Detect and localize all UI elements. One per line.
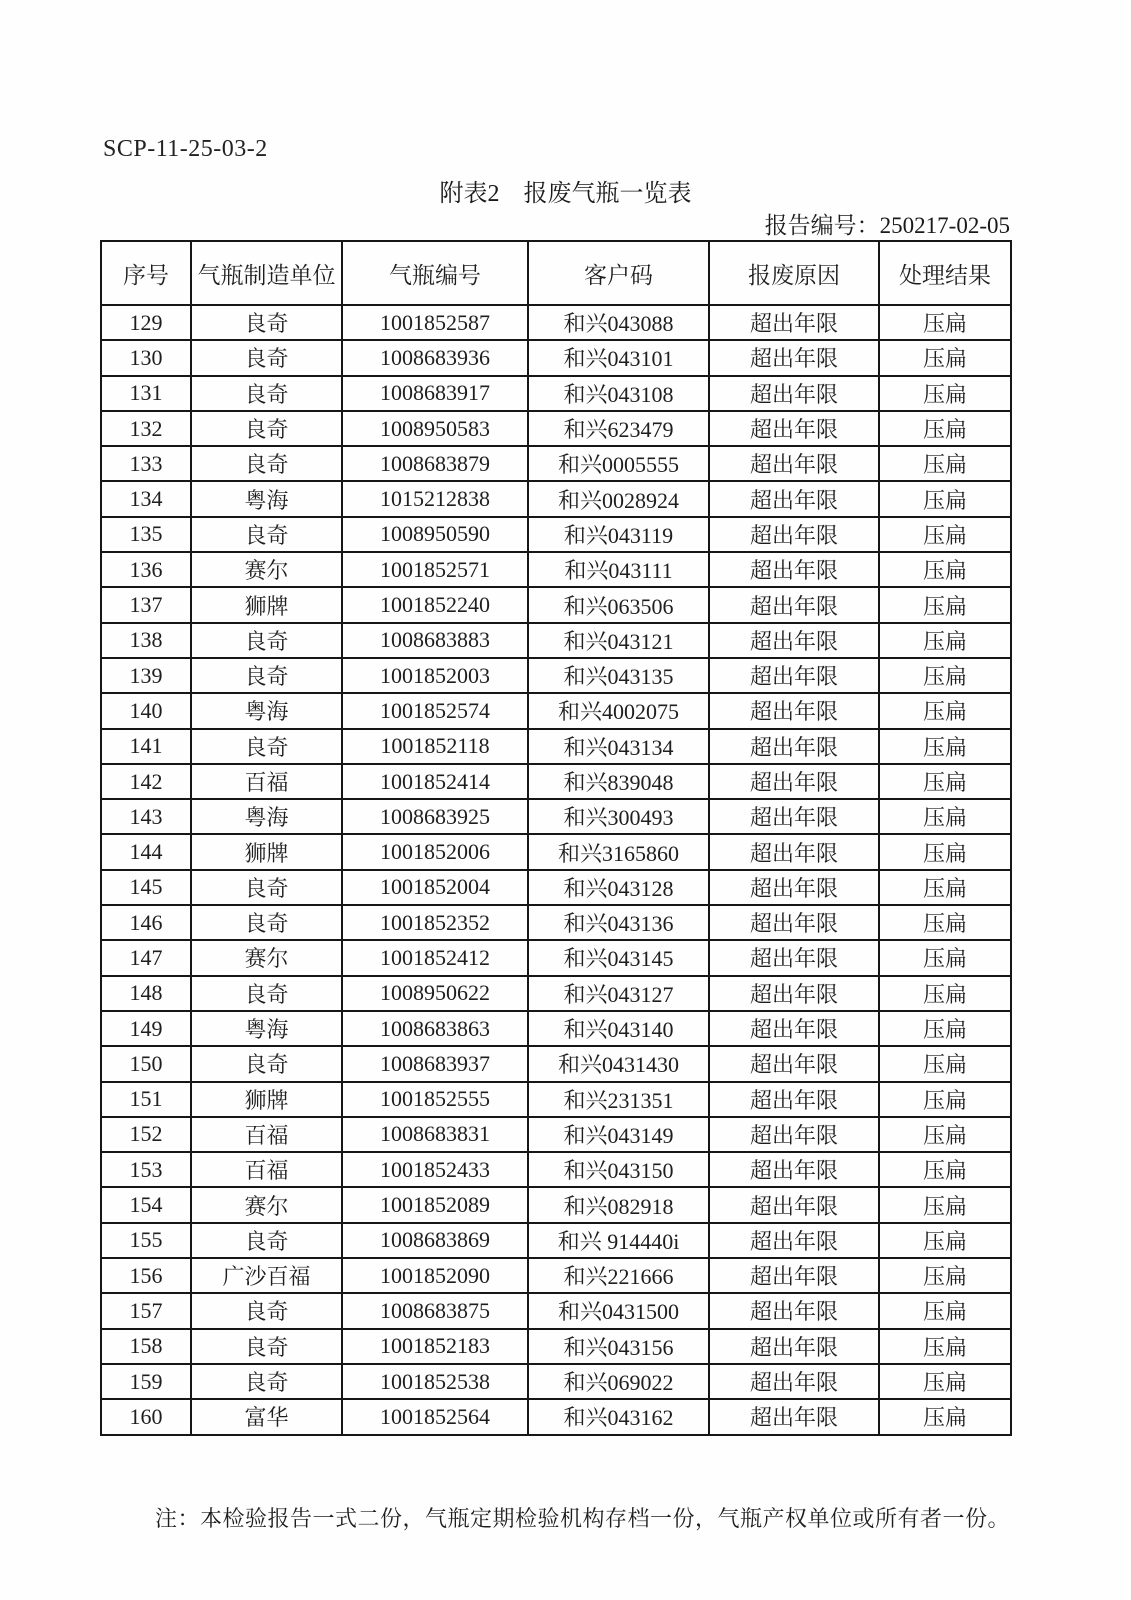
table-cell: 149 [101,1011,191,1046]
table-cell: 超出年限 [709,870,879,905]
table-row [101,799,1011,834]
table-header-row [101,241,1011,305]
table-cell: 赛尔 [191,1187,342,1222]
table-cell: 1008683863 [342,1011,528,1046]
table-row [101,1293,1011,1328]
table-cell: 1001852006 [342,834,528,869]
table-cell: 1008683917 [342,376,528,411]
table-row [101,658,1011,693]
table-cell: 良奇 [191,1046,342,1081]
table-cell: 和兴043149 [528,1117,709,1152]
table-cell: 超出年限 [709,1223,879,1258]
table-cell: 和兴063506 [528,587,709,622]
table-row [101,340,1011,375]
table-cell: 压扁 [879,1046,1011,1081]
table-cell: 超出年限 [709,1046,879,1081]
table-row [101,1082,1011,1117]
table-cell: 粤海 [191,693,342,728]
table-row [101,1046,1011,1081]
table-row [101,481,1011,516]
table-cell: 和兴069022 [528,1364,709,1399]
table-cell: 1008683883 [342,623,528,658]
table-cell: 和兴043127 [528,976,709,1011]
table-cell: 良奇 [191,623,342,658]
table-cell: 和兴082918 [528,1187,709,1222]
table-cell: 超出年限 [709,1293,879,1328]
table-row [101,729,1011,764]
table-cell: 和兴0028924 [528,481,709,516]
table-cell: 超出年限 [709,1082,879,1117]
table-row [101,446,1011,481]
table-cell: 超出年限 [709,552,879,587]
table-cell: 压扁 [879,870,1011,905]
table-cell: 137 [101,587,191,622]
table-cell: 和兴043140 [528,1011,709,1046]
table-cell: 159 [101,1364,191,1399]
table-cell: 133 [101,446,191,481]
table-cell: 压扁 [879,1187,1011,1222]
table-cell: 压扁 [879,905,1011,940]
table-row [101,552,1011,587]
table-cell: 超出年限 [709,305,879,340]
table-cell: 良奇 [191,446,342,481]
table-cell: 148 [101,976,191,1011]
table-cell: 压扁 [879,340,1011,375]
table-cell: 156 [101,1258,191,1293]
table-cell: 压扁 [879,552,1011,587]
table-cell: 超出年限 [709,587,879,622]
table-cell: 超出年限 [709,799,879,834]
table-cell: 151 [101,1082,191,1117]
table-row [101,1399,1011,1434]
table-cell: 154 [101,1187,191,1222]
table-cell: 压扁 [879,517,1011,552]
table-cell: 超出年限 [709,1187,879,1222]
table-cell: 155 [101,1223,191,1258]
table-cell: 压扁 [879,587,1011,622]
table-cell: 超出年限 [709,764,879,799]
table-cell: 1008683875 [342,1293,528,1328]
table-cell: 粤海 [191,799,342,834]
table-cell: 和兴839048 [528,764,709,799]
table-cell: 超出年限 [709,940,879,975]
column-header: 处理结果 [879,241,1011,305]
table-cell: 1008683925 [342,799,528,834]
table-row [101,1152,1011,1187]
table-cell: 129 [101,305,191,340]
table-cell: 压扁 [879,764,1011,799]
table-cell: 1008683879 [342,446,528,481]
doc-code: SCP-11-25-03-2 [103,136,268,162]
table-cell: 超出年限 [709,1258,879,1293]
table-cell: 超出年限 [709,1117,879,1152]
table-cell: 压扁 [879,305,1011,340]
table-row [101,376,1011,411]
table-cell: 和兴043136 [528,905,709,940]
table-cell: 超出年限 [709,729,879,764]
table-cell: 良奇 [191,305,342,340]
table-cell: 和兴043150 [528,1152,709,1187]
table-cell: 压扁 [879,1329,1011,1364]
table-cell: 1008950590 [342,517,528,552]
table-row [101,764,1011,799]
table-cell: 良奇 [191,1223,342,1258]
table-cell: 和兴3165860 [528,834,709,869]
table-cell: 广沙百福 [191,1258,342,1293]
report-number-label: 报告编号： [764,213,880,238]
table-cell: 超出年限 [709,834,879,869]
table-cell: 1001852352 [342,905,528,940]
table-row [101,693,1011,728]
table-row [101,1364,1011,1399]
report-number-value: 250217-02-05 [879,213,1010,238]
table-cell: 赛尔 [191,940,342,975]
table-row [101,1258,1011,1293]
table-cell: 141 [101,729,191,764]
table-cell: 1001852118 [342,729,528,764]
table-cell: 压扁 [879,1258,1011,1293]
table-row [101,305,1011,340]
table-cell: 粤海 [191,481,342,516]
table-cell: 1008683936 [342,340,528,375]
footnote: 注：本检验报告一式二份，气瓶定期检验机构存档一份，气瓶产权单位或所有者一份。 [155,1506,1011,1531]
table-cell: 超出年限 [709,376,879,411]
table-cell: 超出年限 [709,1152,879,1187]
table-cell: 良奇 [191,976,342,1011]
table-cell: 超出年限 [709,1011,879,1046]
table-cell: 和兴4002075 [528,693,709,728]
table-cell: 144 [101,834,191,869]
table-cell: 良奇 [191,1364,342,1399]
table-row [101,1329,1011,1364]
table-cell: 150 [101,1046,191,1081]
table-cell: 超出年限 [709,1329,879,1364]
table-cell: 压扁 [879,834,1011,869]
table-cell: 和兴043128 [528,870,709,905]
table-cell: 1001852433 [342,1152,528,1187]
table-cell: 压扁 [879,1082,1011,1117]
table-cell: 和兴043156 [528,1329,709,1364]
table-cell: 130 [101,340,191,375]
table-row [101,411,1011,446]
table-row [101,976,1011,1011]
table-cell: 压扁 [879,658,1011,693]
table-cell: 良奇 [191,870,342,905]
table-cell: 压扁 [879,729,1011,764]
table-cell: 132 [101,411,191,446]
table-cell: 147 [101,940,191,975]
table-cell: 良奇 [191,340,342,375]
table-cell: 134 [101,481,191,516]
table-cell: 粤海 [191,1011,342,1046]
table-cell: 良奇 [191,517,342,552]
table-cell: 1001852538 [342,1364,528,1399]
table-cell: 152 [101,1117,191,1152]
table-cell: 和兴043119 [528,517,709,552]
table-cell: 良奇 [191,411,342,446]
table-cell: 超出年限 [709,340,879,375]
table-row [101,1011,1011,1046]
table-cell: 狮牌 [191,834,342,869]
table-row [101,623,1011,658]
table-cell: 超出年限 [709,446,879,481]
table-cell: 和兴043108 [528,376,709,411]
table-cell: 和兴043162 [528,1399,709,1434]
table-cell: 百福 [191,1152,342,1187]
table-cell: 压扁 [879,1364,1011,1399]
table-row [101,870,1011,905]
table-cell: 压扁 [879,481,1011,516]
table-cell: 和兴043134 [528,729,709,764]
page-title: 附表2 报废气瓶一览表 [439,181,692,207]
table-cell: 和兴0005555 [528,446,709,481]
table-cell: 1001852240 [342,587,528,622]
table-cell: 1001852571 [342,552,528,587]
table-cell: 压扁 [879,940,1011,975]
table-cell: 压扁 [879,1152,1011,1187]
table-cell: 压扁 [879,1223,1011,1258]
table-cell: 1008683869 [342,1223,528,1258]
table-cell: 135 [101,517,191,552]
table-row [101,517,1011,552]
table-cell: 赛尔 [191,552,342,587]
table-cell: 良奇 [191,905,342,940]
table-cell: 压扁 [879,1117,1011,1152]
table-cell: 1001852412 [342,940,528,975]
column-header: 客户码 [528,241,709,305]
table-cell: 158 [101,1329,191,1364]
table-cell: 157 [101,1293,191,1328]
table-cell: 139 [101,658,191,693]
table-cell: 1001852574 [342,693,528,728]
table-cell: 和兴221666 [528,1258,709,1293]
table-cell: 超出年限 [709,411,879,446]
table-cell: 超出年限 [709,693,879,728]
column-header: 报废原因 [709,241,879,305]
table-cell: 1008950583 [342,411,528,446]
table-cell: 1001852587 [342,305,528,340]
table-cell: 和兴043145 [528,940,709,975]
table-cell: 压扁 [879,1293,1011,1328]
table-cell: 狮牌 [191,1082,342,1117]
table-cell: 良奇 [191,376,342,411]
table-body [101,305,1011,1435]
table-cell: 1001852003 [342,658,528,693]
column-header: 序号 [101,241,191,305]
table-cell: 1015212838 [342,481,528,516]
table-row [101,905,1011,940]
table-cell: 百福 [191,764,342,799]
table-row [101,834,1011,869]
table-cell: 狮牌 [191,587,342,622]
table-cell: 百福 [191,1117,342,1152]
table-cell: 1008683937 [342,1046,528,1081]
table-cell: 良奇 [191,729,342,764]
table-cell: 和兴231351 [528,1082,709,1117]
table-row [101,1117,1011,1152]
table-cell: 压扁 [879,1399,1011,1434]
table-cell: 138 [101,623,191,658]
table-cell: 和兴043135 [528,658,709,693]
table-cell: 1001852004 [342,870,528,905]
table-cell: 1001852183 [342,1329,528,1364]
table-cell: 超出年限 [709,976,879,1011]
table-cell: 和兴623479 [528,411,709,446]
table-cell: 1001852414 [342,764,528,799]
table-cell: 142 [101,764,191,799]
table-cell: 1001852089 [342,1187,528,1222]
table-cell: 超出年限 [709,658,879,693]
table-cell: 和兴300493 [528,799,709,834]
table-cell: 1001852564 [342,1399,528,1434]
table-cell: 143 [101,799,191,834]
table-cell: 140 [101,693,191,728]
table-cell: 压扁 [879,693,1011,728]
table-cell: 良奇 [191,1293,342,1328]
table-cell: 和兴043111 [528,552,709,587]
table-row [101,1187,1011,1222]
table-cell: 和兴 914440i [528,1223,709,1258]
table-cell: 1008683831 [342,1117,528,1152]
column-header: 气瓶编号 [342,241,528,305]
table-cell: 和兴0431500 [528,1293,709,1328]
table-cell: 1008950622 [342,976,528,1011]
table-cell: 良奇 [191,658,342,693]
table-row [101,940,1011,975]
table-cell: 145 [101,870,191,905]
scrapped-cylinder-table [100,240,1012,1436]
table-cell: 153 [101,1152,191,1187]
table-cell: 压扁 [879,799,1011,834]
column-header: 气瓶制造单位 [191,241,342,305]
table-cell: 和兴0431430 [528,1046,709,1081]
table-cell: 超出年限 [709,1399,879,1434]
table-cell: 超出年限 [709,517,879,552]
table-cell: 压扁 [879,1011,1011,1046]
table-cell: 146 [101,905,191,940]
table-cell: 超出年限 [709,905,879,940]
table-cell: 超出年限 [709,623,879,658]
table-cell: 和兴043101 [528,340,709,375]
table-cell: 和兴043088 [528,305,709,340]
table-cell: 160 [101,1399,191,1434]
table-cell: 超出年限 [709,481,879,516]
table-row [101,1223,1011,1258]
table-cell: 超出年限 [709,1364,879,1399]
table-cell: 压扁 [879,411,1011,446]
table-cell: 压扁 [879,623,1011,658]
table-cell: 131 [101,376,191,411]
table-row [101,587,1011,622]
table-cell: 良奇 [191,1329,342,1364]
table-cell: 富华 [191,1399,342,1434]
report-number-line [765,207,1010,240]
table-cell: 1001852090 [342,1258,528,1293]
table-cell: 1001852555 [342,1082,528,1117]
table-cell: 136 [101,552,191,587]
table-cell: 压扁 [879,446,1011,481]
table-cell: 压扁 [879,376,1011,411]
table-cell: 和兴043121 [528,623,709,658]
table-cell: 压扁 [879,976,1011,1011]
